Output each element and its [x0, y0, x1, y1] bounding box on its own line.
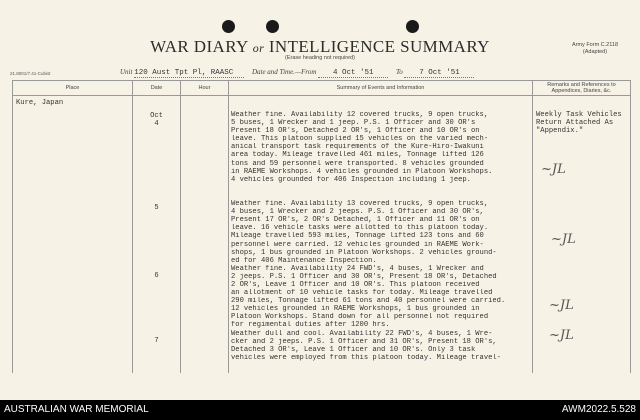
summary-line: Present 18 OR's, Detached 2 OR's, 1 Officer and 10 OR's on — [231, 127, 480, 136]
date-label: Date and Time.—From — [251, 68, 317, 76]
diary-table — [12, 80, 631, 373]
archive-reference: AWM2022.5.528 — [561, 404, 636, 415]
title-or: or — [252, 41, 265, 55]
from-field — [318, 68, 388, 78]
punch-hole-right — [406, 20, 419, 33]
page-title — [0, 37, 640, 57]
summary-line: leave. 16 vehicle tasks were allotted to this platoon today. — [231, 224, 489, 233]
summary-line: Weather fine. Availability 13 covered trucks, 9 open trucks, — [231, 200, 489, 209]
handwritten-initials: ~JL — [549, 298, 574, 313]
summary-line: Detached 3 OR's, Leave 1 Officer and 10 OR's. Only 3 task — [231, 345, 476, 354]
summary-line: leave. This platoon supplied 15 vehicles on the varied mech- — [231, 135, 489, 144]
date-cell — [133, 96, 181, 374]
summary-cell — [229, 96, 533, 374]
column-header-date: Date — [133, 81, 181, 96]
place-cell — [13, 96, 133, 374]
summary-text — [229, 111, 532, 362]
place-value: Kure, Japan — [16, 99, 64, 107]
summary-line: 2 jeeps. P.S. 1 Officer and 30 OR's, Present 18 OR's, Detached — [231, 272, 497, 281]
summary-line: an allotment of 10 vehicle tasks for today. Mileage travelled — [231, 289, 493, 298]
to-field — [404, 68, 474, 78]
remarks-line: Return Attached As — [536, 119, 614, 128]
handwritten-initials: ~JL — [541, 162, 566, 177]
summary-line: 290 miles, Tonnage lifted 61 tons and 40 personnel were carried. — [231, 297, 506, 306]
date-day-6: 6 — [154, 272, 159, 280]
summary-line: cker and 2 jeeps. P.S. 1 Officer and 31 OR's, Present 18 OR's, — [231, 337, 497, 346]
summary-line: for regimental duties after 1200 hrs. — [231, 321, 390, 330]
form-number-line1: Army Form C.2118 — [571, 42, 618, 48]
column-header-place: Place — [13, 81, 133, 96]
handwritten-initials: ~JL — [551, 232, 576, 247]
form-number-line2: (Adapted) — [582, 49, 608, 55]
punch-hole-left — [222, 20, 235, 33]
remarks-cell — [533, 96, 631, 374]
unit-label: Unit — [120, 68, 133, 76]
title-rest: INTELLIGENCE SUMMARY — [268, 37, 490, 56]
unit-field — [134, 68, 244, 78]
summary-line: ed for 406 Maintenance Inspection. — [231, 256, 377, 265]
summary-line: Weather fine. Availability 24 FWD's, 4 buses, 1 Wrecker and — [231, 264, 484, 273]
summary-line — [229, 184, 532, 192]
remarks-line: "Appendix." — [536, 127, 584, 136]
summary-line: 4 buses, 1 Wrecker and 2 jeeps. P.S. 1 Officer and 30 OR's, — [231, 208, 484, 217]
remarks-line: Weekly Task Vehicles — [536, 111, 622, 119]
date-day-7: 7 — [154, 337, 159, 345]
to-value: 7 Oct '51 — [419, 69, 460, 77]
column-header-summary: Summary of Events and Information — [229, 81, 533, 96]
summary-line: vehicles were employed from this platoon today. Mileage travel- — [231, 353, 501, 362]
unit-line — [120, 68, 474, 78]
summary-line: 5 buses, 1 Wrecker and 1 jeep. P.S. 1 Officer and 30 OR's — [231, 119, 476, 128]
summary-line: 2 OR's, Leave 1 Officer and 10 OR's. This platoon received — [231, 280, 480, 289]
archive-name: AUSTRALIAN WAR MEMORIAL — [4, 404, 149, 415]
unit-value: 120 Aust Tpt Pl, RAASC — [134, 69, 234, 77]
handwritten-initials: ~JL — [549, 328, 574, 343]
from-value: 4 Oct '51 — [332, 69, 374, 77]
summary-line: in RAEME Workshops. 4 vehicles grounded in Platoon Workshops. — [231, 167, 493, 176]
summary-line: area today. Mileage travelled 461 miles, Tonnage lifted 126 — [231, 151, 484, 160]
archive-footer — [0, 400, 640, 420]
title-main: WAR DIARY — [150, 37, 249, 56]
summary-line — [229, 192, 532, 200]
summary-line: tons and 59 personnel were transported. 8 vehicles grounded — [231, 159, 484, 168]
column-header-remarks: Remarks and References to Appendices, Diaries, &c. — [533, 81, 631, 96]
summary-line: anical transport task requirements of the Kure-Hiro-Iwakuni — [231, 143, 484, 152]
to-label: To — [395, 68, 403, 76]
date-month: Oct — [150, 112, 163, 120]
summary-line: personnel were carried. 12 vehicles grounded in RAEME Work- — [231, 240, 484, 249]
form-number — [572, 42, 618, 56]
printer-code: 21.8001/7.41-Cubist — [10, 71, 51, 76]
summary-line: 12 vehicles grounded in RAEME Workshops, 1 bus grounded in — [231, 305, 480, 314]
date-day-4: 4 — [154, 120, 159, 128]
hour-cell — [181, 96, 229, 374]
punch-hole-center — [266, 20, 279, 33]
summary-line: Platoon Workshops. Stand down for all personnel not required — [231, 313, 489, 322]
summary-line: shops, 1 bus grounded in Platoon Workshops. 2 vehicles ground- — [231, 248, 497, 257]
summary-line: Present 17 OR's, 2 OR's Detached, 1 Officer and 11 OR's on — [231, 216, 480, 225]
summary-line: Mileage travelled 593 miles, Tonnage lifted 123 tons and 60 — [231, 232, 484, 241]
page-subtitle: (Erase heading not required) — [284, 55, 355, 61]
summary-line: Weather fine. Availability 12 covered trucks, 9 open trucks, — [231, 111, 489, 119]
summary-line: Weather dull and cool. Availability 22 FWD's, 4 buses, 1 Wre- — [231, 329, 493, 338]
date-day-5: 5 — [154, 204, 159, 212]
summary-line: 4 vehicles grounded for 406 Inspection including 1 jeep. — [231, 175, 471, 184]
column-header-hour: Hour — [181, 81, 229, 96]
